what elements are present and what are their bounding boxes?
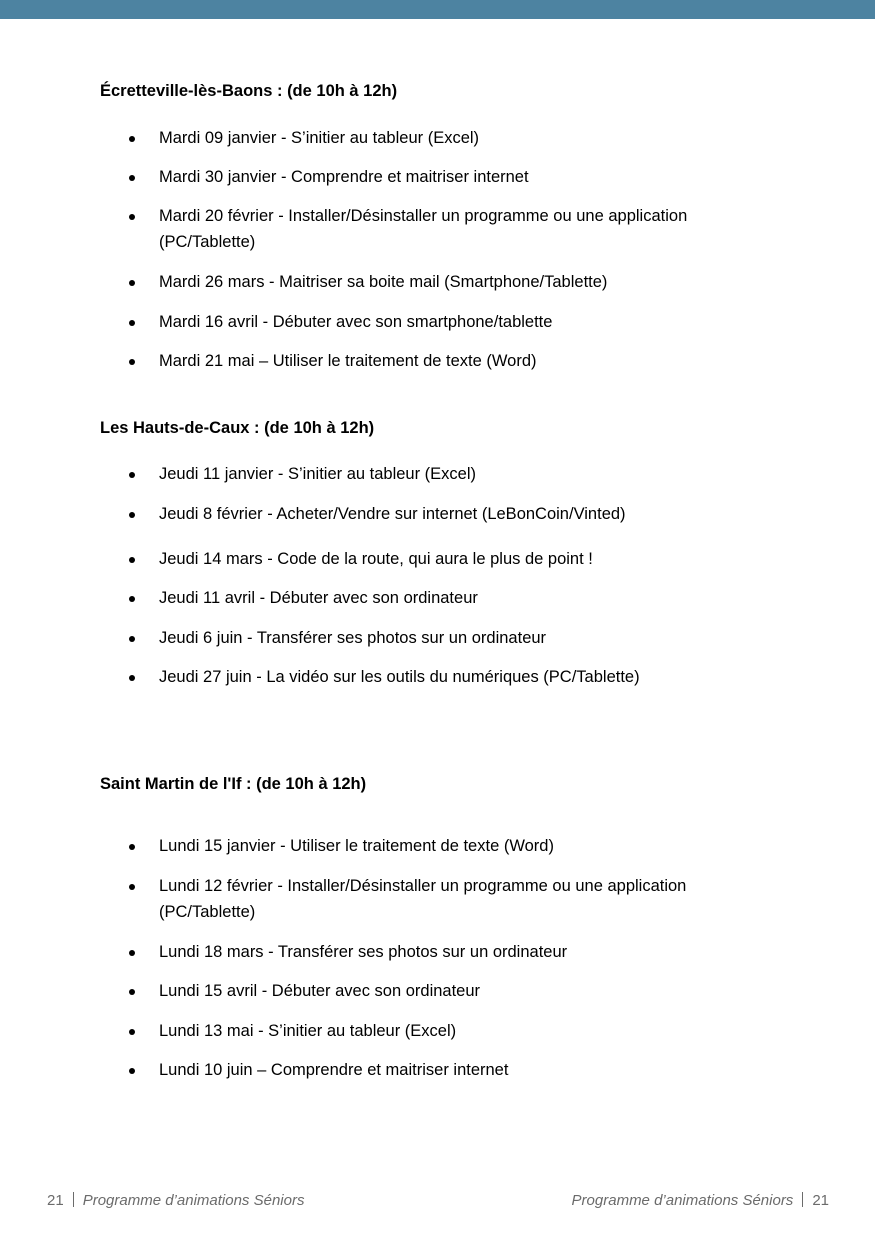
section-title-hauts-de-caux: Les Hauts-de-Caux : (de 10h à 12h) — [100, 419, 375, 437]
footer-left — [47, 1190, 304, 1212]
bullet-icon — [129, 636, 135, 642]
footer-separator — [802, 1192, 803, 1207]
footer-right — [572, 1190, 829, 1212]
bullet-icon — [129, 280, 135, 286]
footer-title-left: Programme d’animations Séniors — [82, 1192, 305, 1209]
bullet-icon — [129, 136, 135, 142]
bullet-icon — [129, 1029, 135, 1035]
bullet-icon — [129, 175, 135, 181]
bullet-icon — [129, 884, 135, 890]
bullet-icon — [129, 320, 135, 326]
bullet-icon — [129, 512, 135, 518]
section-title-ecretteville: Écretteville-lès-Baons : (de 10h à 12h) — [100, 82, 398, 100]
bullet-icon — [129, 950, 135, 956]
page-number-right: 21 — [812, 1192, 829, 1209]
bullet-icon — [129, 989, 135, 995]
footer-title-right: Programme d’animations Séniors — [571, 1192, 794, 1209]
bullet-icon — [129, 359, 135, 365]
bullet-icon — [129, 844, 135, 850]
section-title-saint-martin: Saint Martin de l'If : (de 10h à 12h) — [100, 775, 367, 793]
footer-separator — [73, 1192, 74, 1207]
page-number-left: 21 — [47, 1192, 64, 1209]
bullet-icon — [129, 472, 135, 478]
bullet-icon — [129, 596, 135, 602]
bullet-icon — [129, 557, 135, 563]
header-band — [0, 0, 875, 19]
bullet-icon — [129, 675, 135, 681]
bullet-icon — [129, 214, 135, 220]
bullet-icon — [129, 1068, 135, 1074]
